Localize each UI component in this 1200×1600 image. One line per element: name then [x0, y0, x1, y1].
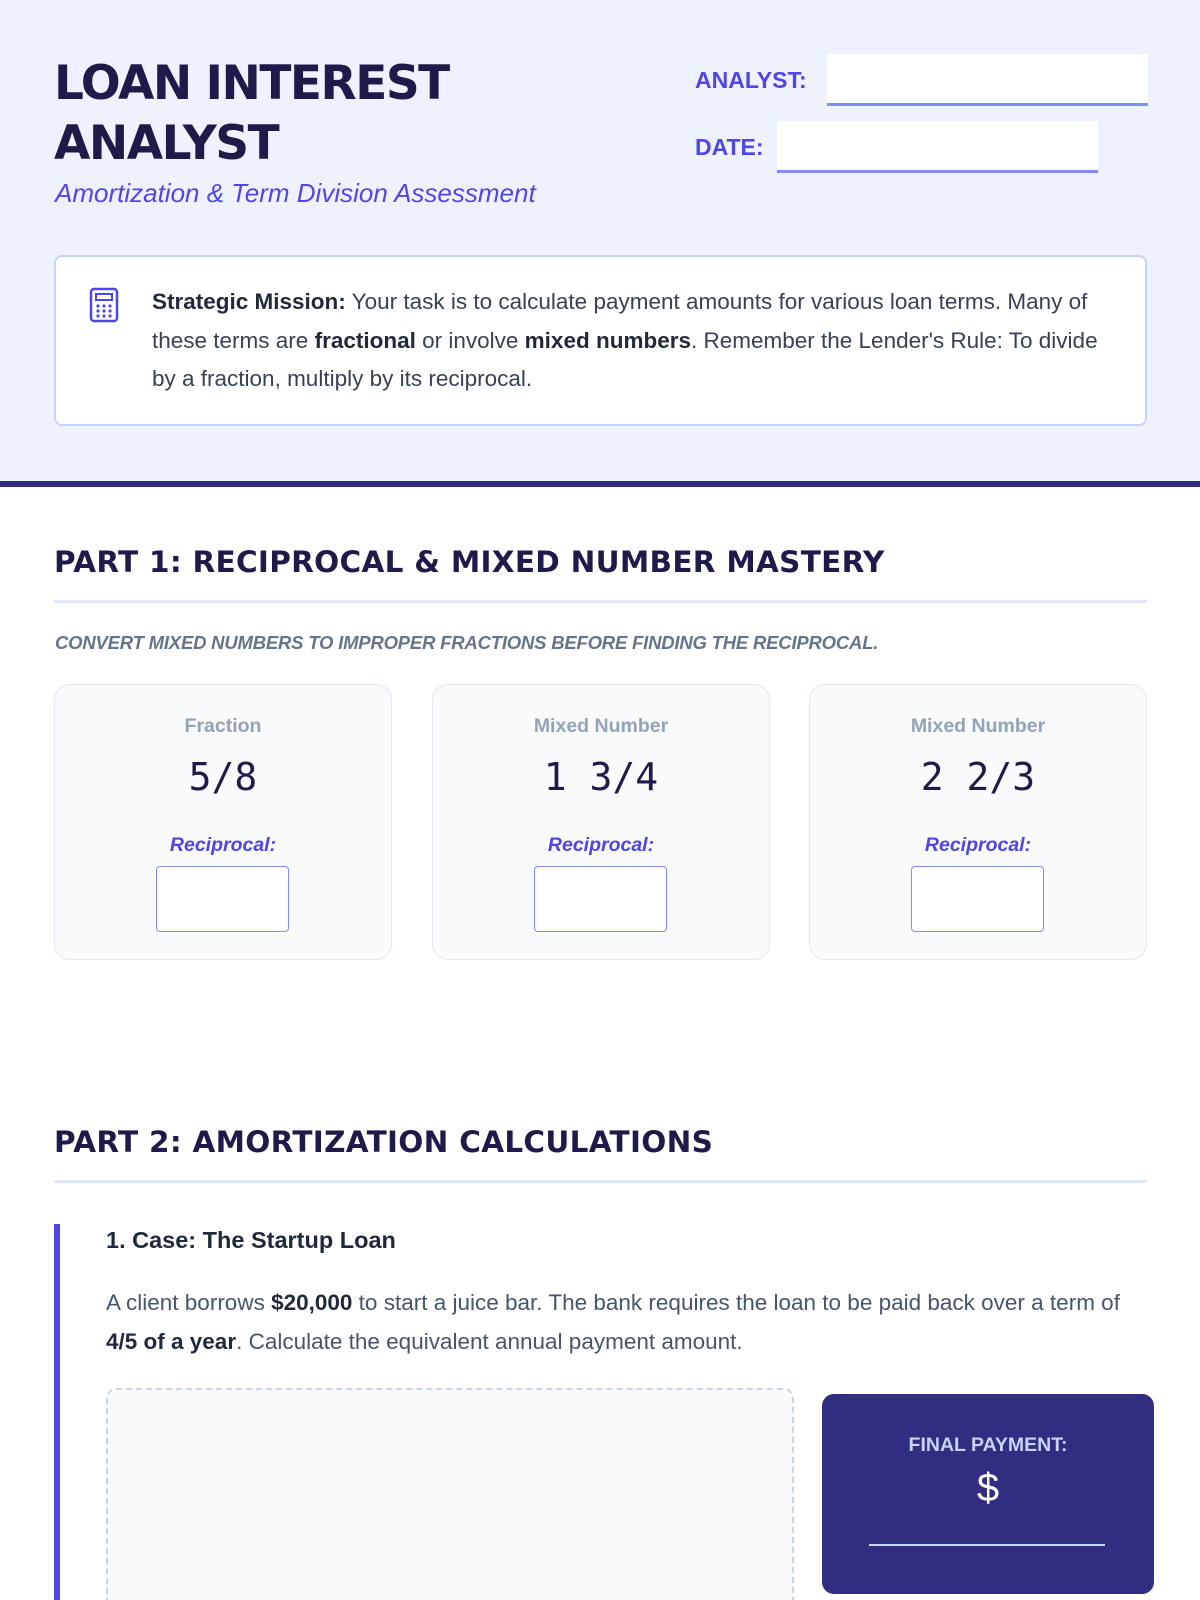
date-input[interactable] [777, 121, 1098, 173]
header-band [0, 0, 1200, 487]
mission-text-2: or involve [415, 327, 525, 353]
work-area[interactable] [106, 1388, 794, 1600]
reciprocal-input-1[interactable] [156, 866, 289, 932]
date-label: DATE: [695, 134, 764, 160]
reciprocal-card-2 [432, 684, 770, 960]
case-term: 4/5 of a year [106, 1328, 237, 1354]
reciprocal-label: Reciprocal: [169, 834, 277, 856]
mission-text-1: Your task is to calculate payment amounts for various loan terms. Many of these terms are [152, 289, 1088, 353]
reciprocal-label: Reciprocal: [924, 834, 1032, 856]
case-amount: $20,000 [271, 1290, 353, 1315]
analyst-input[interactable] [827, 54, 1148, 106]
case-text [106, 1284, 1141, 1361]
part1-divider [54, 600, 1147, 603]
part1-instruction: CONVERT MIXED NUMBERS TO IMPROPER FRACTIONS BEFORE FINDING THE RECIPROCAL. [55, 632, 879, 653]
mission-text-3: . Remember the Lender's Rule: To divide by a fraction, multiply by its reciprocal. [152, 327, 1098, 391]
part2-divider [54, 1180, 1147, 1183]
dollar-sign: $ [976, 1466, 1000, 1510]
final-payment-box [822, 1394, 1154, 1594]
analyst-label: ANALYST: [695, 67, 807, 93]
card-value: 5/8 [188, 755, 258, 799]
calculator-icon [89, 287, 119, 323]
case-text-3: . Calculate the equivalent annual payment amount. [236, 1328, 743, 1354]
reciprocal-label: Reciprocal: [547, 834, 655, 856]
part2-title: PART 2: AMORTIZATION CALCULATIONS [54, 1125, 714, 1159]
card-value: 2 2/3 [920, 755, 1036, 799]
mission-text [152, 283, 1127, 399]
page-title: LOAN INTEREST ANALYST [54, 56, 449, 171]
mission-bold-fractional: fractional [314, 327, 416, 353]
reciprocal-input-2[interactable] [534, 866, 667, 932]
page-subtitle: Amortization & Term Division Assessment [55, 178, 536, 208]
reciprocal-input-3[interactable] [911, 866, 1044, 932]
card-value: 1 3/4 [543, 755, 659, 799]
reciprocal-card-3 [809, 684, 1147, 960]
card-kind: Mixed Number [910, 715, 1046, 737]
part1-title: PART 1: RECIPROCAL & MIXED NUMBER MASTERY [54, 545, 885, 579]
mission-lead: Strategic Mission: [152, 289, 346, 314]
case-title: 1. Case: The Startup Loan [106, 1227, 396, 1253]
card-kind: Mixed Number [533, 715, 669, 737]
card-kind: Fraction [184, 715, 262, 737]
case-startup-loan [54, 1224, 1147, 1600]
final-payment-label: FINAL PAYMENT: [908, 1434, 1068, 1456]
case-text-2: to start a juice bar. The bank requires the loan to be paid back over a term of [352, 1290, 1120, 1315]
final-payment-input[interactable] [869, 1544, 1105, 1546]
reciprocal-card-1 [54, 684, 392, 960]
mission-bold-mixed: mixed numbers [524, 327, 691, 353]
case-text-1: A client borrows [106, 1290, 272, 1315]
mission-box [54, 255, 1147, 426]
